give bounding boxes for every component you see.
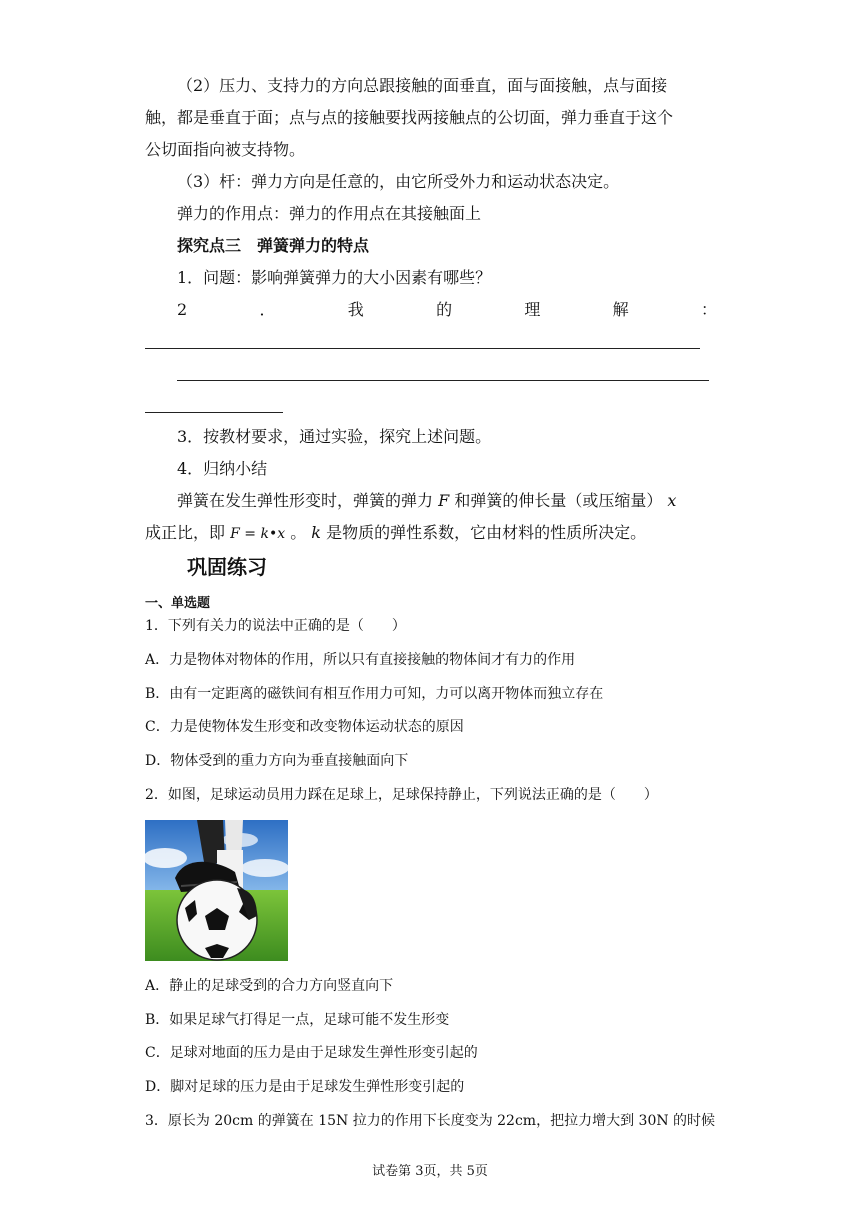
summary-line-1 xyxy=(177,485,717,517)
summary-text: 弹簧在发生弹性形变时，弹簧的弹力 xyxy=(177,491,434,510)
answer-line xyxy=(177,380,709,381)
question-1-option-b: B．由有一定距离的磁铁间有相互作用力可知，力可以离开物体而独立存在 xyxy=(145,686,604,702)
question-3-stem: 3．原长为 20cm 的弹簧在 15N 拉力的作用下长度变为 22cm，把拉力增大到 30N 的时候 xyxy=(145,1113,716,1129)
answer-line xyxy=(145,412,283,413)
question-1-stem: 1．下列有关力的说法中正确的是（ ） xyxy=(145,618,406,634)
summary-text: 是物质的弹性系数，它由材料的性质所决定。 xyxy=(326,523,647,542)
q2-char: 理 xyxy=(524,300,541,319)
answer-line xyxy=(145,348,700,349)
variable-F: F xyxy=(438,491,450,510)
q2-char: ： xyxy=(700,300,717,319)
q2-char: 的 xyxy=(436,300,453,319)
q2-char: 我 xyxy=(347,300,364,319)
explore-heading: 探究点三 弹簧弹力的特点 xyxy=(177,236,370,255)
summary-text: 。 xyxy=(290,523,307,542)
paragraph-2-line-3: 公切面指向被支持物。 xyxy=(145,140,306,159)
question-1-option-d: D．物体受到的重力方向为垂直接触面向下 xyxy=(145,753,409,769)
question-2-text xyxy=(177,294,717,326)
question-1-option-c: C．力是使物体发生形变和改变物体运动状态的原因 xyxy=(145,719,464,735)
question-2-option-a: A．静止的足球受到的合力方向竖直向下 xyxy=(145,978,394,994)
football-photo xyxy=(145,820,288,961)
question-3-text: 3．按教材要求，通过实验，探究上述问题。 xyxy=(177,427,492,446)
question-2-stem: 2．如图，足球运动员用力踩在足球上，足球保持静止，下列说法正确的是（ ） xyxy=(145,787,658,803)
section-heading: 一、单选题 xyxy=(145,596,211,611)
question-1-text: 1．问题：影响弹簧弹力的大小因素有哪些？ xyxy=(177,268,492,287)
question-1-option-a: A．力是物体对物体的作用，所以只有直接接触的物体间才有力的作用 xyxy=(145,652,576,668)
q2-char: 2 xyxy=(177,300,188,319)
paragraph-2-line-2: 触，都是垂直于面；点与点的接触要找两接触点的公切面，弹力垂直于这个 xyxy=(145,108,674,127)
summary-text: 和弹簧的伸长量（或压缩量） xyxy=(454,491,663,510)
variable-x: x xyxy=(667,491,677,510)
question-2-option-b: B．如果足球气打得足一点，足球可能不发生形变 xyxy=(145,1012,450,1028)
question-2-option-c: C．足球对地面的压力是由于足球发生弹性形变引起的 xyxy=(145,1045,478,1061)
summary-line-2 xyxy=(145,517,717,550)
action-point-text: 弹力的作用点：弹力的作用点在其接触面上 xyxy=(177,204,482,223)
summary-text: 成正比，即 xyxy=(145,523,226,542)
question-4-text: 4．归纳小结 xyxy=(177,459,268,478)
formula: F = k•x xyxy=(230,526,286,542)
page-footer: 试卷第 3页，共 5页 xyxy=(372,1164,488,1179)
variable-k: k xyxy=(311,523,321,542)
q2-char: ． xyxy=(259,300,276,319)
paragraph-2-line-1: （2）压力、支持力的方向总跟接触的面垂直，面与面接触，点与面接 xyxy=(177,76,668,95)
practice-title: 巩固练习 xyxy=(187,555,267,579)
question-2-option-d: D．脚对足球的压力是由于足球发生弹性形变引起的 xyxy=(145,1079,465,1095)
paragraph-3: （3）杆：弹力方向是任意的，由它所受外力和运动状态决定。 xyxy=(177,172,620,191)
q2-char: 解 xyxy=(612,300,629,319)
